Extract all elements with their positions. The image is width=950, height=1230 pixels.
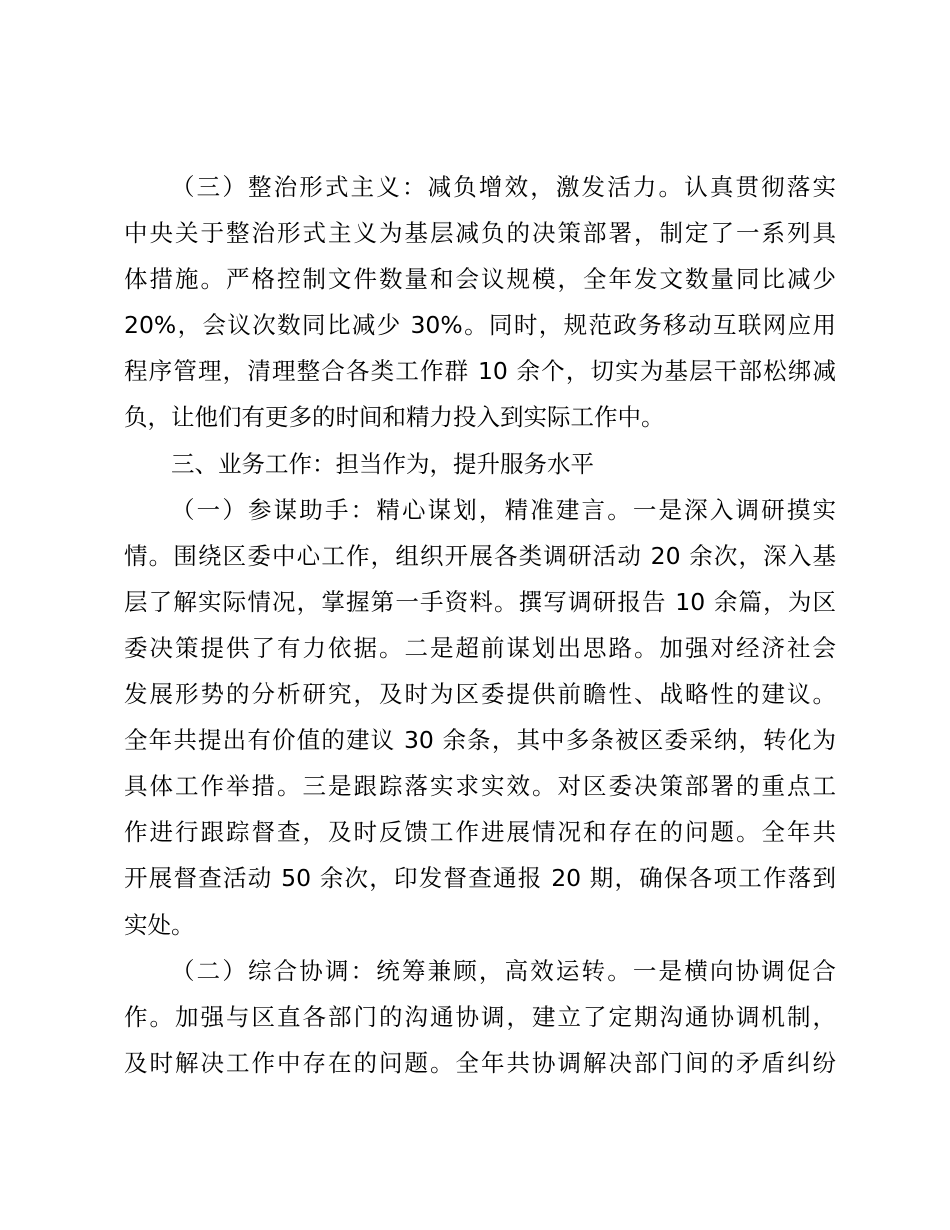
- paragraph-advisory: [124, 487, 836, 948]
- text-line: 具体工作举措。三是跟踪落实求实效。对区委决策部署的重点工: [124, 772, 836, 801]
- text-line: （二）综合协调：统筹兼顾，高效运转。一是横向协调促合: [171, 956, 836, 985]
- paragraph-governance: [124, 164, 836, 441]
- text-line: 实处。: [124, 910, 195, 939]
- text-line: 体措施。严格控制文件数量和会议规模，全年发文数量同比减少: [124, 265, 836, 294]
- text-line: 程序管理，清理整合各类工作群 10 余个，切实为基层干部松绑减: [124, 357, 836, 386]
- text-line: 及时解决工作中存在的问题。全年共协调解决部门间的矛盾纠纷: [124, 1048, 836, 1077]
- text-line: 情。围绕区委中心工作，组织开展各类调研活动 20 余次，深入基: [124, 541, 836, 570]
- text-line: 委决策提供了有力依据。二是超前谋划出思路。加强对经济社会: [124, 633, 836, 662]
- paragraph-coordination: [124, 948, 836, 1086]
- text-line: 发展形势的分析研究，及时为区委提供前瞻性、战略性的建议。: [124, 680, 836, 709]
- text-line: 作进行跟踪督查，及时反馈工作进展情况和存在的问题。全年共: [124, 818, 836, 847]
- heading-line: 三、业务工作：担当作为，提升服务水平: [171, 449, 594, 478]
- text-line: 中央关于整治形式主义为基层减负的决策部署，制定了一系列具: [124, 219, 836, 248]
- text-line: 作。加强与区直各部门的沟通协调，建立了定期沟通协调机制，: [124, 1002, 836, 1031]
- text-line: 全年共提出有价值的建议 30 余条，其中多条被区委采纳，转化为: [124, 726, 836, 755]
- section-heading: [124, 441, 836, 487]
- text-line: 负，让他们有更多的时间和精力投入到实际工作中。: [124, 403, 665, 432]
- text-line: 20%，会议次数同比减少 30%。同时，规范政务移动互联网应用: [124, 311, 836, 340]
- text-line: 层了解实际情况，掌握第一手资料。撰写调研报告 10 余篇，为区: [124, 587, 836, 616]
- text-line: 开展督查活动 50 余次，印发督查通报 20 期，确保各项工作落到: [124, 864, 836, 893]
- text-line: （一）参谋助手：精心谋划，精准建言。一是深入调研摸实: [171, 495, 836, 524]
- document-page: [124, 164, 836, 1086]
- text-line: （三）整治形式主义：减负增效，激发活力。认真贯彻落实: [171, 173, 836, 201]
